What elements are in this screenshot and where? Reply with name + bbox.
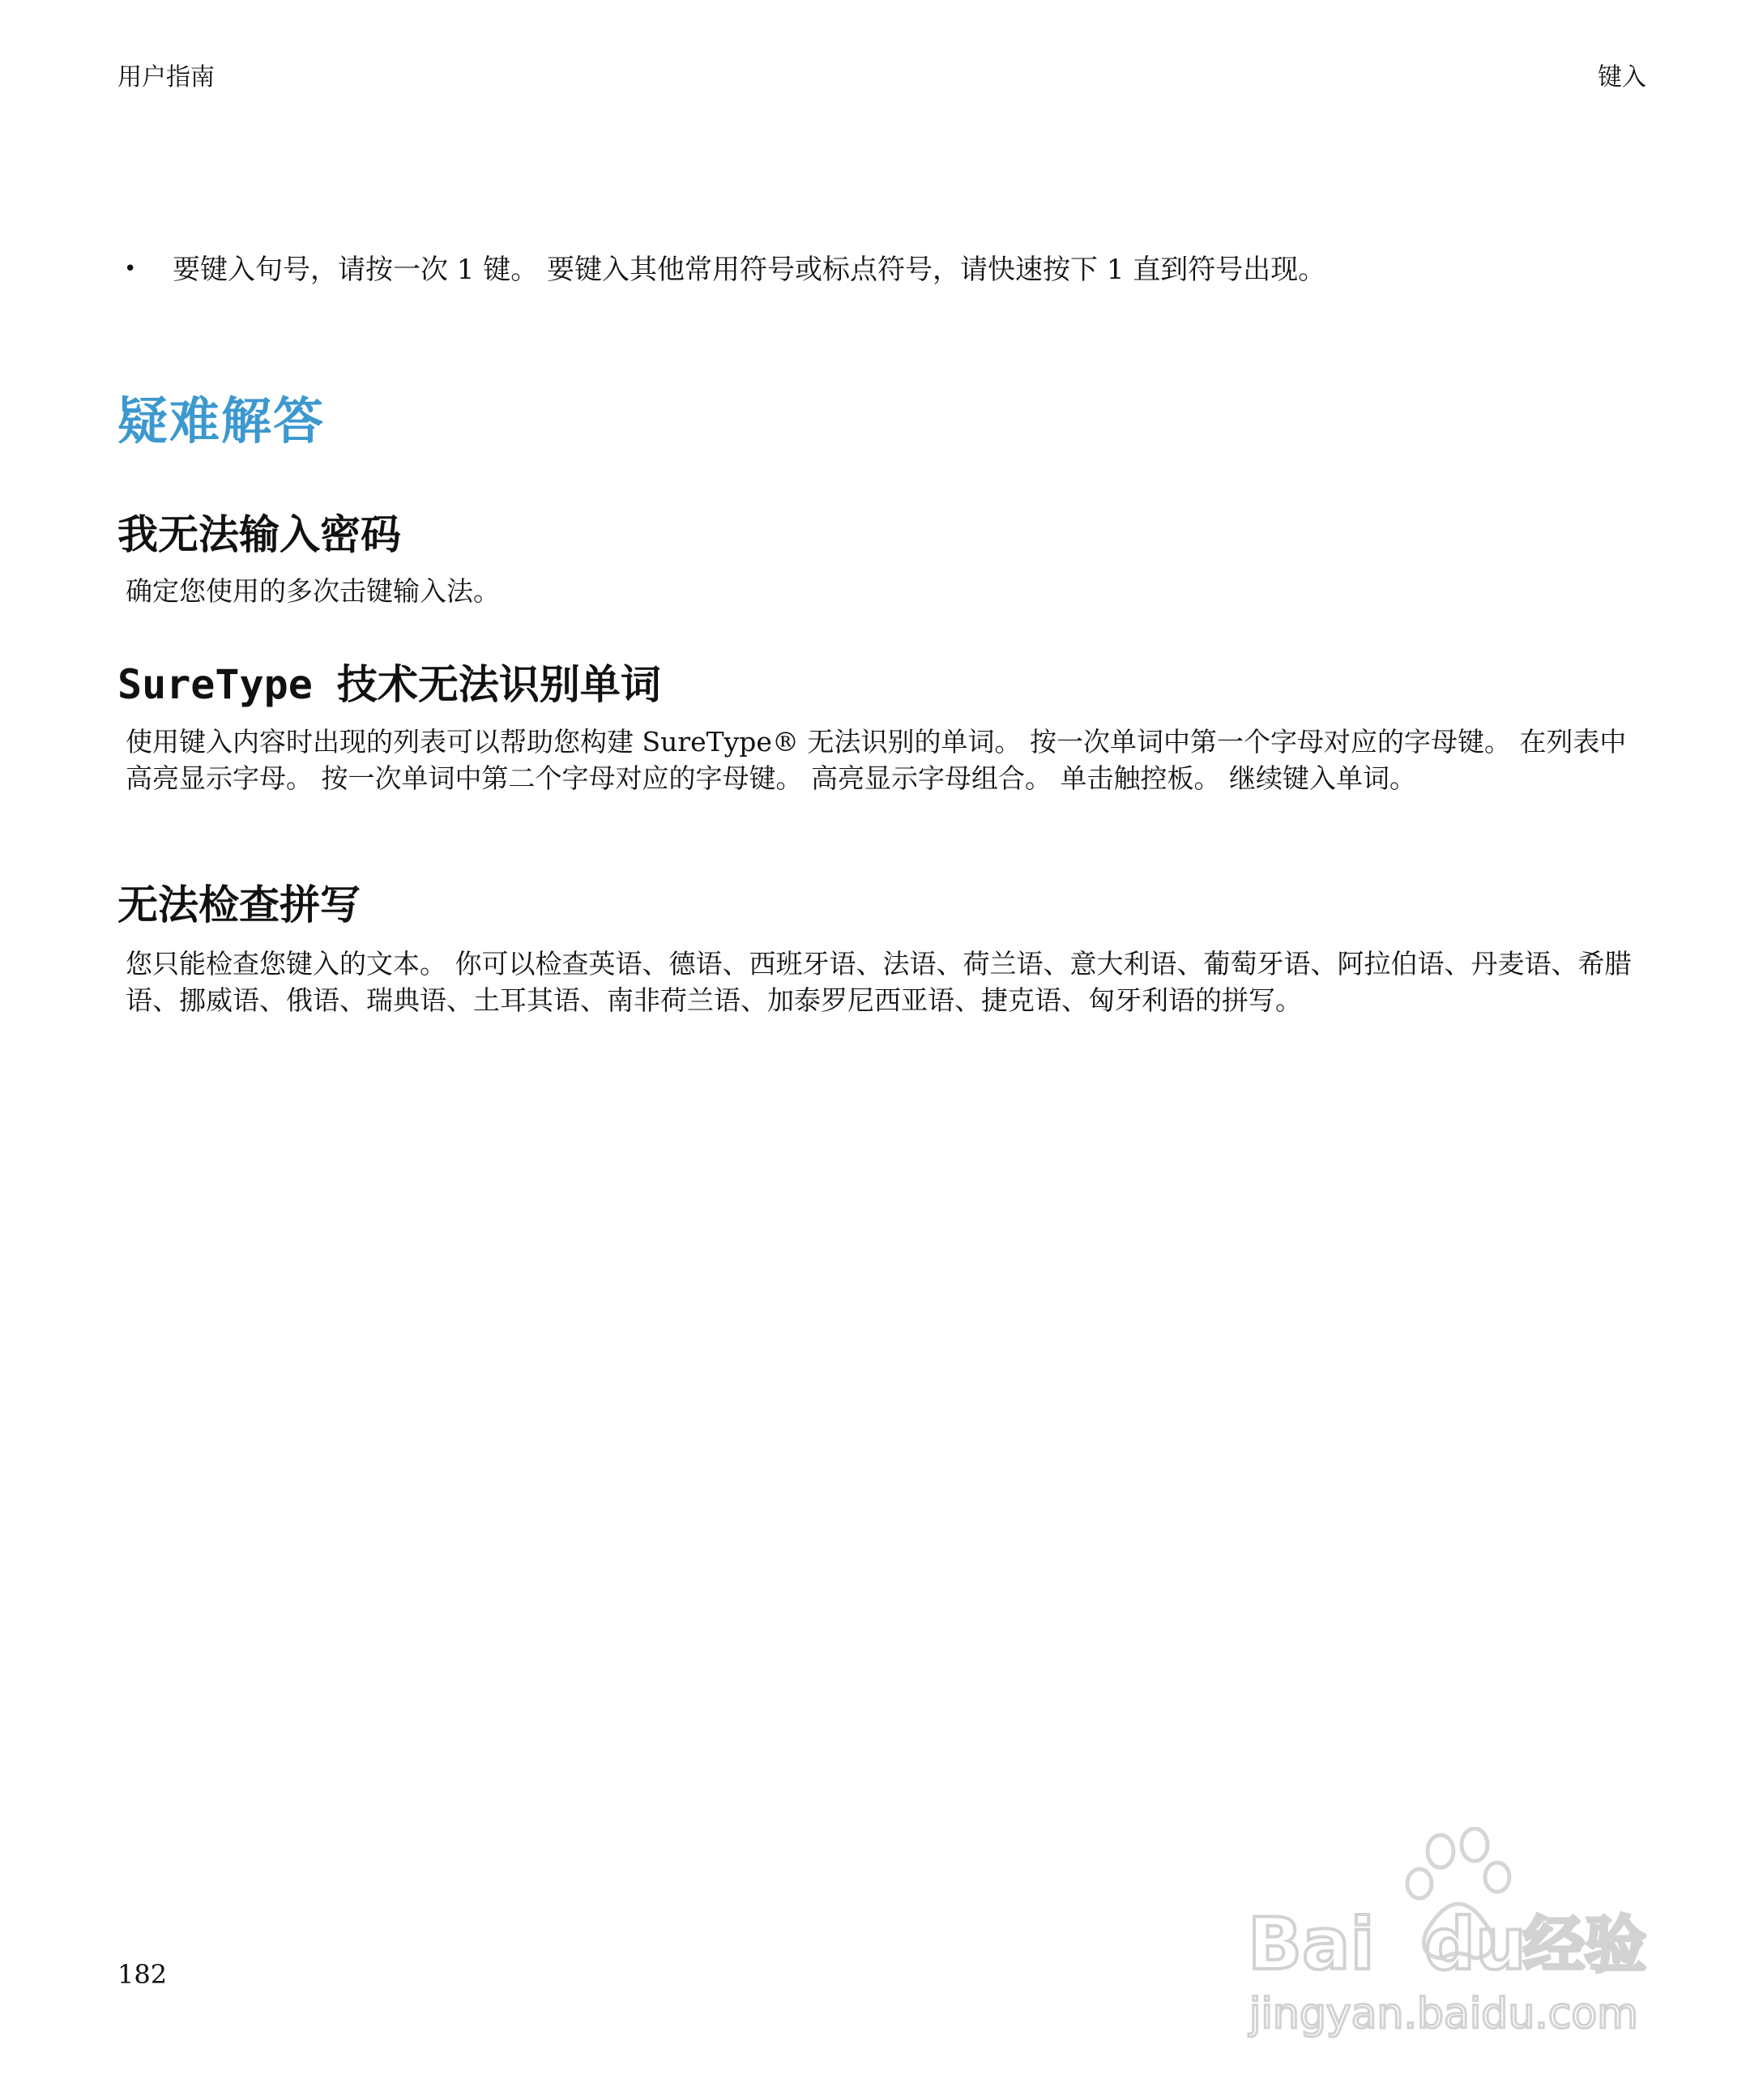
svg-text:经验: 经验 (1523, 1909, 1646, 1981)
baidu-jingyan-watermark (1240, 1827, 1661, 2054)
svg-text:Bai: Bai (1248, 1902, 1375, 1986)
section-title: 疑难解答 (117, 391, 326, 450)
subheading-spellcheck: 无法检查拼写 (117, 881, 361, 928)
bullet-item (124, 247, 1663, 287)
subheading-suretype: SureType 技术无法识别单词 (117, 661, 661, 708)
subheading-password: 我无法输入密码 (117, 511, 401, 558)
header-doc-title: 用户指南 (117, 63, 215, 92)
paragraph-suretype: 使用键入内容时出现的列表可以帮助您构建 SureType® 无法识别的单词。 按一次单词中第一个字母对应的字母键。 在列表中高亮显示字母。 按一次单词中第二个字母对应的字母键。 高亮显示字母组合。 单击触控板。 继续键入单词。 (126, 726, 1627, 794)
svg-text:du: du (1424, 1902, 1526, 1986)
header-chapter-title: 键入 (1598, 63, 1646, 92)
svg-text:jingyan.baidu.com: jingyan.baidu.com (1249, 1990, 1638, 2038)
bullet-marker: • (124, 257, 137, 281)
paragraph-spellcheck: 您只能检查您键入的文本。 你可以检查英语、德语、西班牙语、法语、荷兰语、意大利语、葡萄牙语、阿拉伯语、丹麦语、希腊语、挪威语、俄语、瑞典语、土耳其语、南非荷兰语、加泰罗尼西亚语、捷克语、匈牙利语的拼写。 (126, 948, 1632, 1016)
bullet-text: 要键入句号，请按一次 1 键。 要键入其他常用符号或标点符号，请快速按下 1 直到符号出现。 (173, 254, 1326, 286)
page-number: 182 (117, 1959, 168, 1990)
paragraph-password: 确定您使用的多次击键输入法。 (126, 575, 500, 607)
